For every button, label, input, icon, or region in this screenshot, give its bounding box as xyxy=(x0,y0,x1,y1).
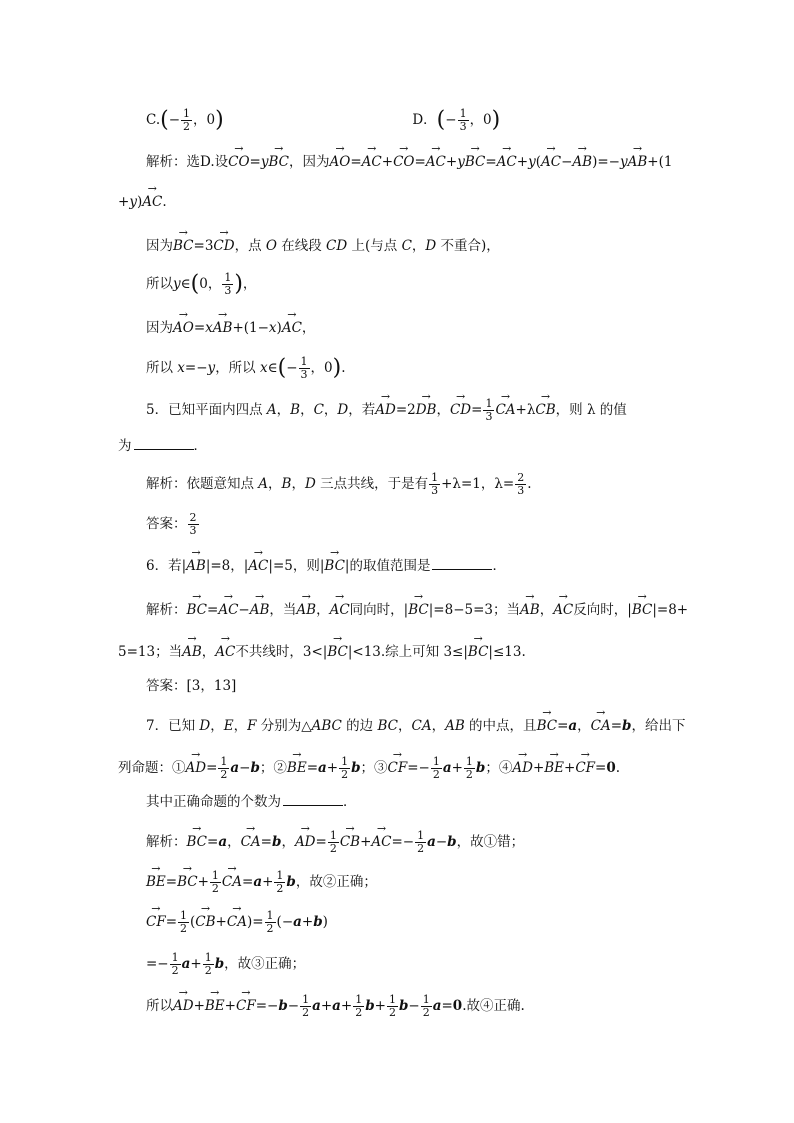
option-c-d xyxy=(146,108,500,133)
question-6: 6．若|→ AB|=8，|→ AC|=5，则|→ BC|的取值范围是 ． xyxy=(146,556,506,576)
solution-line-3: 因为→ BC=3→ CD，点 O 在线段 CD 上(与点 C，D 不重合)， xyxy=(146,236,500,256)
question-5: 5．已知平面内四点 A，B，C，D，若→ AD=2→ DB，→ CD= $\frac{1}{3}$ → CA+λ→ CB，则 λ 的值 xyxy=(146,398,627,423)
question-5-cont: 为 ． xyxy=(118,438,207,454)
solution-line-4: 所以y∈(0， $\frac{1}{3}$ )， xyxy=(146,271,257,297)
question-7-ask: 其中正确命题的个数为 ． xyxy=(146,794,357,810)
solution-7-line-4: =− $\frac{1}{2}$ a+ $\frac{1}{2}$ b，故③正确； xyxy=(146,951,306,977)
solution-6-line-2: 5=13；当→ AB，→ AC不共线时，3<|→ BC|<13.综上可知 3≤|→ BC|≤13. xyxy=(118,642,526,662)
question-7: 7．已知 D，E，F 分别为△ABC 的边 BC，CA，AB 的中点，且→ BC=a，→ CA=b，给出下 xyxy=(146,716,686,736)
solution-7-line-3: → CF= $\frac{1}{2}$ (→ CB+→ CA)= $\frac{1}{2}$ (−a+b) xyxy=(146,910,328,935)
option-c: C.(− $\frac{1}{2}$ ，0) xyxy=(146,107,224,133)
solution-7-line-2: → BE=→ BC+ $\frac{1}{2}$ → CA=a+ $\frac{1}{2}$ b，故②正确； xyxy=(146,870,377,895)
option-d: D．(− $\frac{1}{3}$ ，0) xyxy=(412,107,501,133)
solution-line-5: 因为→ AO=x→ AB+(1−x)→ AC， xyxy=(146,318,315,338)
solution-line-6: 所以 x=−y，所以 x∈(− $\frac{1}{3}$ ，0). xyxy=(146,355,346,381)
solution-7-line-1: 解析：→ BC=a，→ CA=b，→ AD= $\frac{1}{2}$ → CB+→ AC=− $\frac{1}{2}$ a−b，故①错； xyxy=(146,830,524,855)
solution-5: 解析：依题意知点 A，B，D 三点共线，于是有 $\frac{1}{3}$ +λ=1，λ= $\frac{2}{3}$ . xyxy=(146,471,532,497)
answer-5: 答案： $\frac{2}{3}$ xyxy=(146,511,197,537)
question-7-props: 列命题：①→ AD= $\frac{1}{2}$ a−b；②→ BE=a+ $\frac{1}{2}$ b；③→ CF=− $\frac{1}{2}$ a+ $\frac{1}{2}$ b；④→ AD+→ BE+→ CF=0. xyxy=(118,756,620,781)
solution-line-2: +y)→ AC. xyxy=(118,192,167,212)
answer-6: 答案：[3，13] xyxy=(146,678,237,694)
solution-6-line-1: 解析：→ BC=→ AC−→ AB，当→ AB，→ AC同向时，|→ BC|=8−5=3；当→ AB，→ AC反向时，|→ BC|=8+ xyxy=(146,600,688,620)
solution-line-1: 解析：选D.设→ CO=y→ BC，因为→ AO=→ AC+→ CO=→ AC+y→ BC=→ AC+y(→ AC−→ AB)=−y→ AB+(1 xyxy=(146,152,672,172)
solution-7-line-5: 所以→ AD+→ BE+→ CF=−b− $\frac{1}{2}$ a+a+ $\frac{1}{2}$ b+ $\frac{1}{2}$ b− $\frac{1}{2}$ a=0.故④正确. xyxy=(146,994,525,1019)
